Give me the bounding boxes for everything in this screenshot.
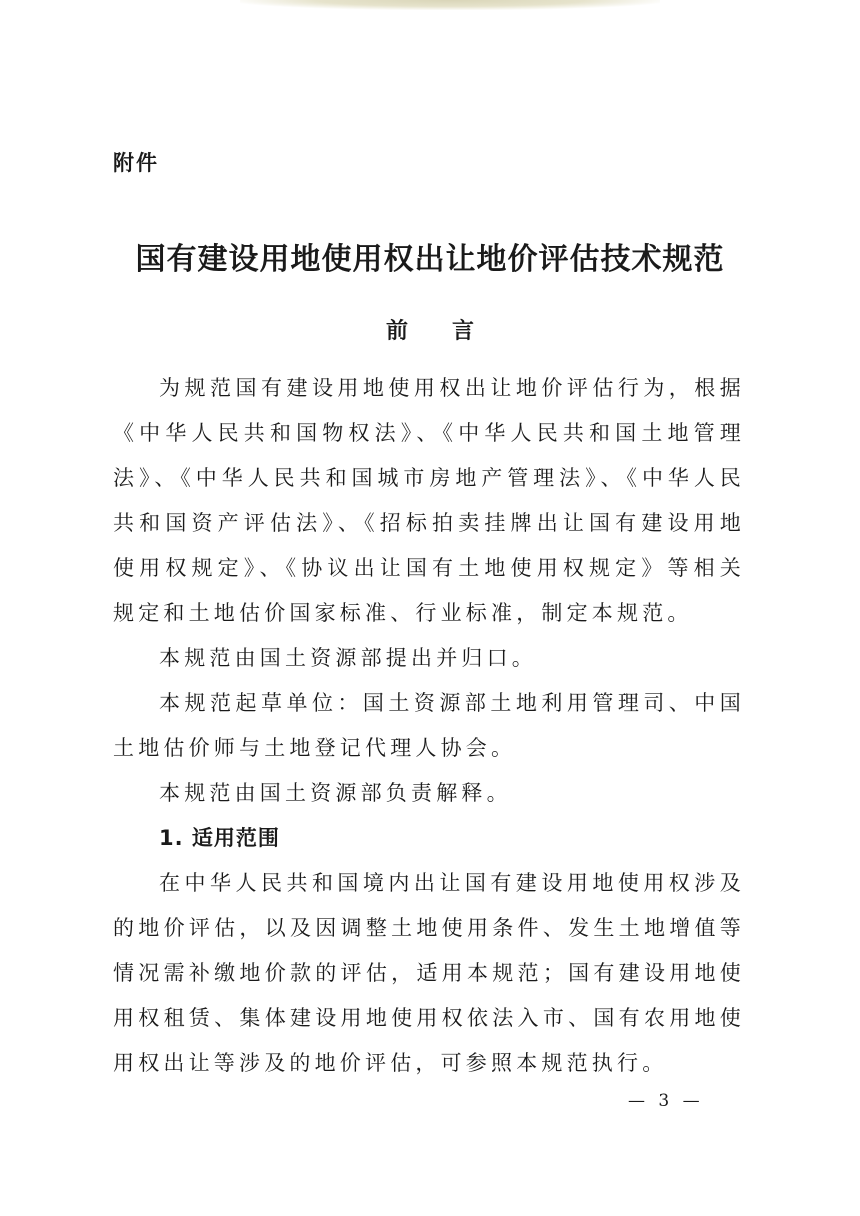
paragraph-purpose: 为规范国有建设用地使用权出让地价评估行为，根据《中华人民共和国物权法》、《中华人民共和国土地管理法》、《中华人民共和国城市房地产管理法》、《中华人民共和国资产评估法》、《招标拍卖挂牌出让国有建设用地使用权规定》、《协议出让国有土地使用权规定》等相关规定和土地估价国家标准、行业标准，制定本规范。 bbox=[113, 376, 745, 625]
document-title: 国有建设用地使用权出让地价评估技术规范 bbox=[135, 242, 725, 277]
preface-heading-char: 前 bbox=[385, 319, 408, 344]
paragraph-proposer: 本规范由国土资源部提出并归口。 bbox=[159, 646, 537, 670]
preface-heading bbox=[0, 314, 860, 345]
scan-edge-shadow bbox=[240, 0, 660, 10]
section-heading-scope: 1. 适用范围 bbox=[159, 826, 280, 850]
page-number: — 3 — bbox=[628, 1091, 704, 1111]
paragraph-scope: 在中华人民共和国境内出让国有建设用地使用权涉及的地价评估，以及因调整土地使用条件、发生土地增值等情况需补缴地价款的评估，适用本规范；国有建设用地使用权租赁、集体建设用地使用权依法入市、国有农用地使用权出让等涉及的地价评估，可参照本规范执行。 bbox=[113, 871, 745, 1075]
paragraph-interpretation: 本规范由国土资源部负责解释。 bbox=[159, 781, 512, 805]
paragraph-drafters: 本规范起草单位：国土资源部土地利用管理司、中国土地估价师与土地登记代理人协会。 bbox=[113, 691, 745, 760]
preface-heading-char: 言 bbox=[452, 319, 475, 344]
attachment-label: 附件 bbox=[113, 151, 159, 175]
document-body bbox=[113, 366, 745, 1086]
